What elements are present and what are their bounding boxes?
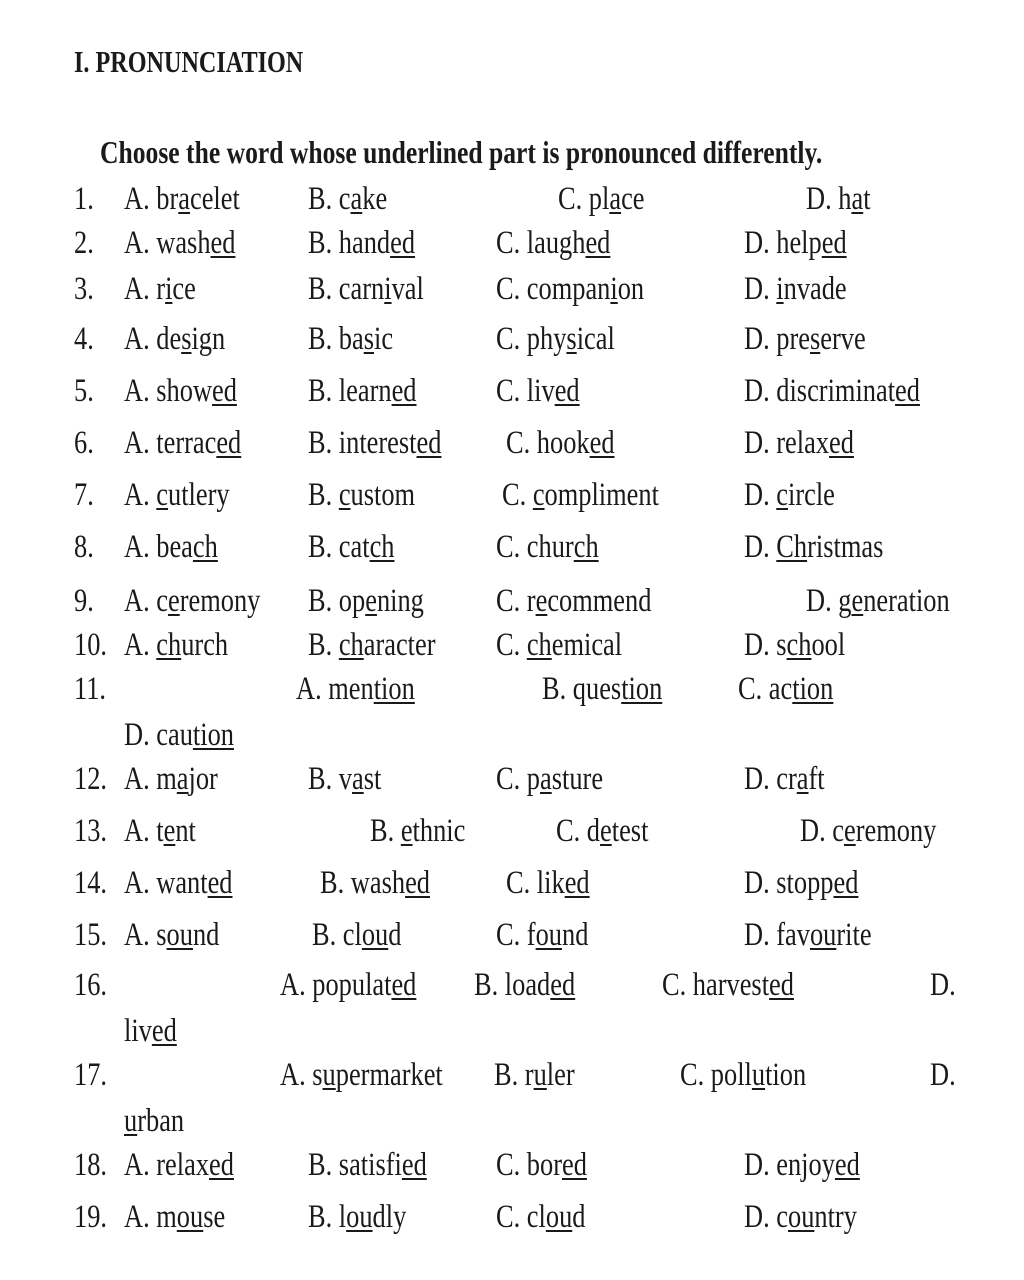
underlined-part: u <box>322 1057 336 1093</box>
underlined-part: a <box>796 761 809 797</box>
option-c: C. pasture <box>496 761 604 797</box>
question-number: 3. <box>74 271 94 307</box>
underlined-part: a <box>540 761 552 797</box>
underlined-part: ed <box>401 1147 427 1183</box>
question-row <box>0 578 1024 624</box>
option-d: D. circle <box>744 477 835 513</box>
underlined-part: e <box>167 583 180 619</box>
question-row <box>0 666 1024 712</box>
underlined-part: ed <box>829 425 854 461</box>
option-a: A. church <box>124 627 229 663</box>
underlined-part: i <box>165 271 173 307</box>
underlined-part: s <box>363 321 375 357</box>
question-row <box>0 912 1024 958</box>
option-a: A. bracelet <box>124 181 240 217</box>
option-d: D. Christmas <box>744 529 884 565</box>
underlined-part: ou <box>176 1199 204 1235</box>
section-heading: I. PRONUNCIATION <box>74 44 304 79</box>
underlined-part: a <box>350 181 363 217</box>
question-number: 5. <box>74 373 94 409</box>
question-row <box>0 266 1024 312</box>
option-b: B. loudly <box>308 1199 407 1235</box>
underlined-part: e <box>535 583 548 619</box>
option-b: B. carnival <box>308 271 424 307</box>
underlined-part: ed <box>895 373 920 409</box>
option-c: C. bored <box>496 1147 587 1183</box>
option-c: C. church <box>496 529 599 565</box>
option-a: A. ceremony <box>124 583 261 619</box>
underlined-part: c <box>156 477 168 513</box>
question-number: 15. <box>74 917 107 953</box>
underlined-part: ch <box>786 627 812 663</box>
underlined-part: i <box>384 271 392 307</box>
underlined-part: i <box>776 271 784 307</box>
underlined-part: c <box>338 477 351 513</box>
underlined-part: ou <box>809 917 837 953</box>
question-number: 11. <box>74 671 107 707</box>
option-c: C. detest <box>556 813 649 849</box>
option-d: D. preserve <box>744 321 866 357</box>
underlined-part: u <box>751 1057 766 1093</box>
question-number: 14. <box>74 865 107 901</box>
option-c: C. place <box>558 181 645 217</box>
option-d: D. generation <box>806 583 950 619</box>
underlined-part: tion <box>792 671 834 707</box>
question-number: 4. <box>74 321 94 357</box>
option-d: D. invade <box>744 271 847 307</box>
option-d: D. caution <box>124 717 234 753</box>
option-d: D. country <box>744 1199 857 1235</box>
option-b: B. cloud <box>312 917 402 953</box>
question-row <box>0 1142 1024 1188</box>
option-a: A. wanted <box>124 865 233 901</box>
question-row <box>0 860 1024 906</box>
question-number: 13. <box>74 813 107 849</box>
underlined-part: ou <box>346 1199 373 1235</box>
underlined-part: ed <box>216 425 242 461</box>
underlined-part: ou <box>361 917 389 953</box>
option-b: B. cake <box>308 181 388 217</box>
option-c: C. action <box>738 671 834 707</box>
option-a: A. relaxed <box>124 1147 234 1183</box>
underlined-part: ed <box>209 1147 234 1183</box>
question-row <box>0 368 1024 414</box>
option-d: D. stopped <box>744 865 859 901</box>
option-d-letter: D. <box>930 1057 956 1093</box>
underlined-part: ed <box>589 425 615 461</box>
option-b: B. satisfied <box>308 1147 427 1183</box>
option-a: A. sound <box>124 917 220 953</box>
underlined-part: ou <box>545 1199 573 1235</box>
underlined-part: ch <box>573 529 599 565</box>
underlined-part: ou <box>166 917 193 953</box>
underlined-part: e <box>365 583 377 619</box>
option-d: D. ceremony <box>800 813 937 849</box>
question-row <box>0 420 1024 466</box>
underlined-part: ed <box>207 865 233 901</box>
underlined-part: ch <box>526 627 552 663</box>
underlined-part: ed <box>769 967 794 1003</box>
question-number: 7. <box>74 477 94 513</box>
underlined-part: s <box>181 321 192 357</box>
underlined-part: u <box>124 1103 138 1139</box>
option-a: A. tent <box>124 813 196 849</box>
question-number: 17. <box>74 1057 107 1093</box>
option-b: B. ethnic <box>370 813 466 849</box>
option-c: C. companion <box>496 271 645 307</box>
underlined-part: c <box>532 477 545 513</box>
question-number: 12. <box>74 761 107 797</box>
option-d: urban <box>124 1103 185 1139</box>
underlined-part: ch <box>369 529 395 565</box>
instruction-text: Choose the word whose underlined part is pronounced differently. <box>100 134 823 170</box>
question-row <box>0 1052 1024 1098</box>
underlined-part: a <box>176 761 189 797</box>
question-row <box>0 962 1024 1008</box>
option-a: A. cutlery <box>124 477 230 513</box>
option-a: A. populated <box>280 967 417 1003</box>
underlined-part: ou <box>787 1199 815 1235</box>
option-c: C. found <box>496 917 589 953</box>
option-d-letter: D. <box>930 967 956 1003</box>
underlined-part: ed <box>151 1013 177 1049</box>
option-d: D. relaxed <box>744 425 854 461</box>
option-c: C. hooked <box>506 425 615 461</box>
underlined-part: ed <box>585 225 611 261</box>
underlined-part: ed <box>212 373 237 409</box>
option-a: A. mention <box>296 671 415 707</box>
underlined-part: ch <box>156 627 182 663</box>
question-row <box>0 622 1024 668</box>
underlined-part: ed <box>821 225 847 261</box>
option-c: C. cloud <box>496 1199 586 1235</box>
question-row <box>0 176 1024 222</box>
option-b: B. vast <box>308 761 382 797</box>
underlined-part: ed <box>564 865 590 901</box>
underlined-part: s <box>809 321 821 357</box>
underlined-part: tion <box>621 671 663 707</box>
underlined-part: tion <box>192 717 234 753</box>
option-b: B. catch <box>308 529 395 565</box>
option-a: A. terraced <box>124 425 242 461</box>
option-a: A. major <box>124 761 218 797</box>
question-number: 1. <box>74 181 94 217</box>
underlined-part: e <box>600 813 612 849</box>
underlined-part: Ch <box>776 529 808 565</box>
question-number: 19. <box>74 1199 107 1235</box>
option-c: C. laughed <box>496 225 611 261</box>
option-b: B. handed <box>308 225 416 261</box>
option-d: D. enjoyed <box>744 1147 860 1183</box>
underlined-part: a <box>851 181 864 217</box>
underlined-part: ed <box>391 373 417 409</box>
underlined-part: ed <box>405 865 430 901</box>
option-d: lived <box>124 1013 177 1049</box>
question-row <box>0 472 1024 518</box>
option-c: C. compliment <box>502 477 659 513</box>
option-c: C. liked <box>506 865 590 901</box>
option-c: C. physical <box>496 321 615 357</box>
underlined-part: ed <box>833 865 859 901</box>
option-d: D. discriminated <box>744 373 920 409</box>
underlined-part: ou <box>535 917 562 953</box>
option-b: B. basic <box>308 321 394 357</box>
underlined-part: ed <box>390 225 416 261</box>
question-number: 16. <box>74 967 107 1003</box>
question-row <box>0 524 1024 570</box>
underlined-part: s <box>566 321 577 357</box>
option-d: D. favourite <box>744 917 872 953</box>
option-d: D. school <box>744 627 846 663</box>
underlined-part: ed <box>210 225 236 261</box>
underlined-part: c <box>776 477 788 513</box>
option-a: A. beach <box>124 529 218 565</box>
option-d: D. helped <box>744 225 847 261</box>
underlined-part: ch <box>338 627 364 663</box>
question-number: 2. <box>74 225 94 261</box>
underlined-part: e <box>163 813 176 849</box>
option-b: B. character <box>308 627 436 663</box>
option-a: A. showed <box>124 373 237 409</box>
question-row <box>0 316 1024 362</box>
question-number: 9. <box>74 583 94 619</box>
option-b: B. ruler <box>494 1057 575 1093</box>
option-d: D. craft <box>744 761 825 797</box>
question-row <box>0 220 1024 266</box>
question-number: 8. <box>74 529 94 565</box>
underlined-part: a <box>609 181 622 217</box>
underlined-part: tion <box>373 671 415 707</box>
option-b: B. learned <box>308 373 417 409</box>
underlined-part: ed <box>416 425 442 461</box>
underlined-part: ed <box>834 1147 860 1183</box>
option-b: B. washed <box>320 865 430 901</box>
option-c: C. recommend <box>496 583 652 619</box>
underlined-part: a <box>178 181 190 217</box>
question-number: 18. <box>74 1147 107 1183</box>
underlined-part: i <box>610 271 618 307</box>
option-c: C. pollution <box>680 1057 807 1093</box>
question-number: 6. <box>74 425 94 461</box>
option-c: C. chemical <box>496 627 623 663</box>
option-a: A. design <box>124 321 226 357</box>
option-a: A. washed <box>124 225 236 261</box>
option-c: C. lived <box>496 373 580 409</box>
underlined-part: ed <box>550 967 576 1003</box>
option-b: B. opening <box>308 583 424 619</box>
underlined-part: ed <box>554 373 580 409</box>
option-c: C. harvested <box>662 967 794 1003</box>
underlined-part: ed <box>391 967 417 1003</box>
option-b: B. loaded <box>474 967 576 1003</box>
option-b: B. question <box>542 671 663 707</box>
option-a: A. supermarket <box>280 1057 443 1093</box>
underlined-part: ch <box>192 529 218 565</box>
option-d: D. hat <box>806 181 871 217</box>
option-a: A. mouse <box>124 1199 226 1235</box>
underlined-part: ed <box>562 1147 587 1183</box>
underlined-part: e <box>843 813 856 849</box>
option-a: A. rice <box>124 271 196 307</box>
question-row <box>0 756 1024 802</box>
question-row <box>0 1194 1024 1240</box>
question-row <box>0 808 1024 854</box>
underlined-part: e <box>851 583 864 619</box>
underlined-part: u <box>533 1057 547 1093</box>
underlined-part: a <box>352 761 364 797</box>
underlined-part: e <box>400 813 413 849</box>
option-b: B. custom <box>308 477 416 513</box>
option-b: B. interested <box>308 425 442 461</box>
question-number: 10. <box>74 627 107 663</box>
